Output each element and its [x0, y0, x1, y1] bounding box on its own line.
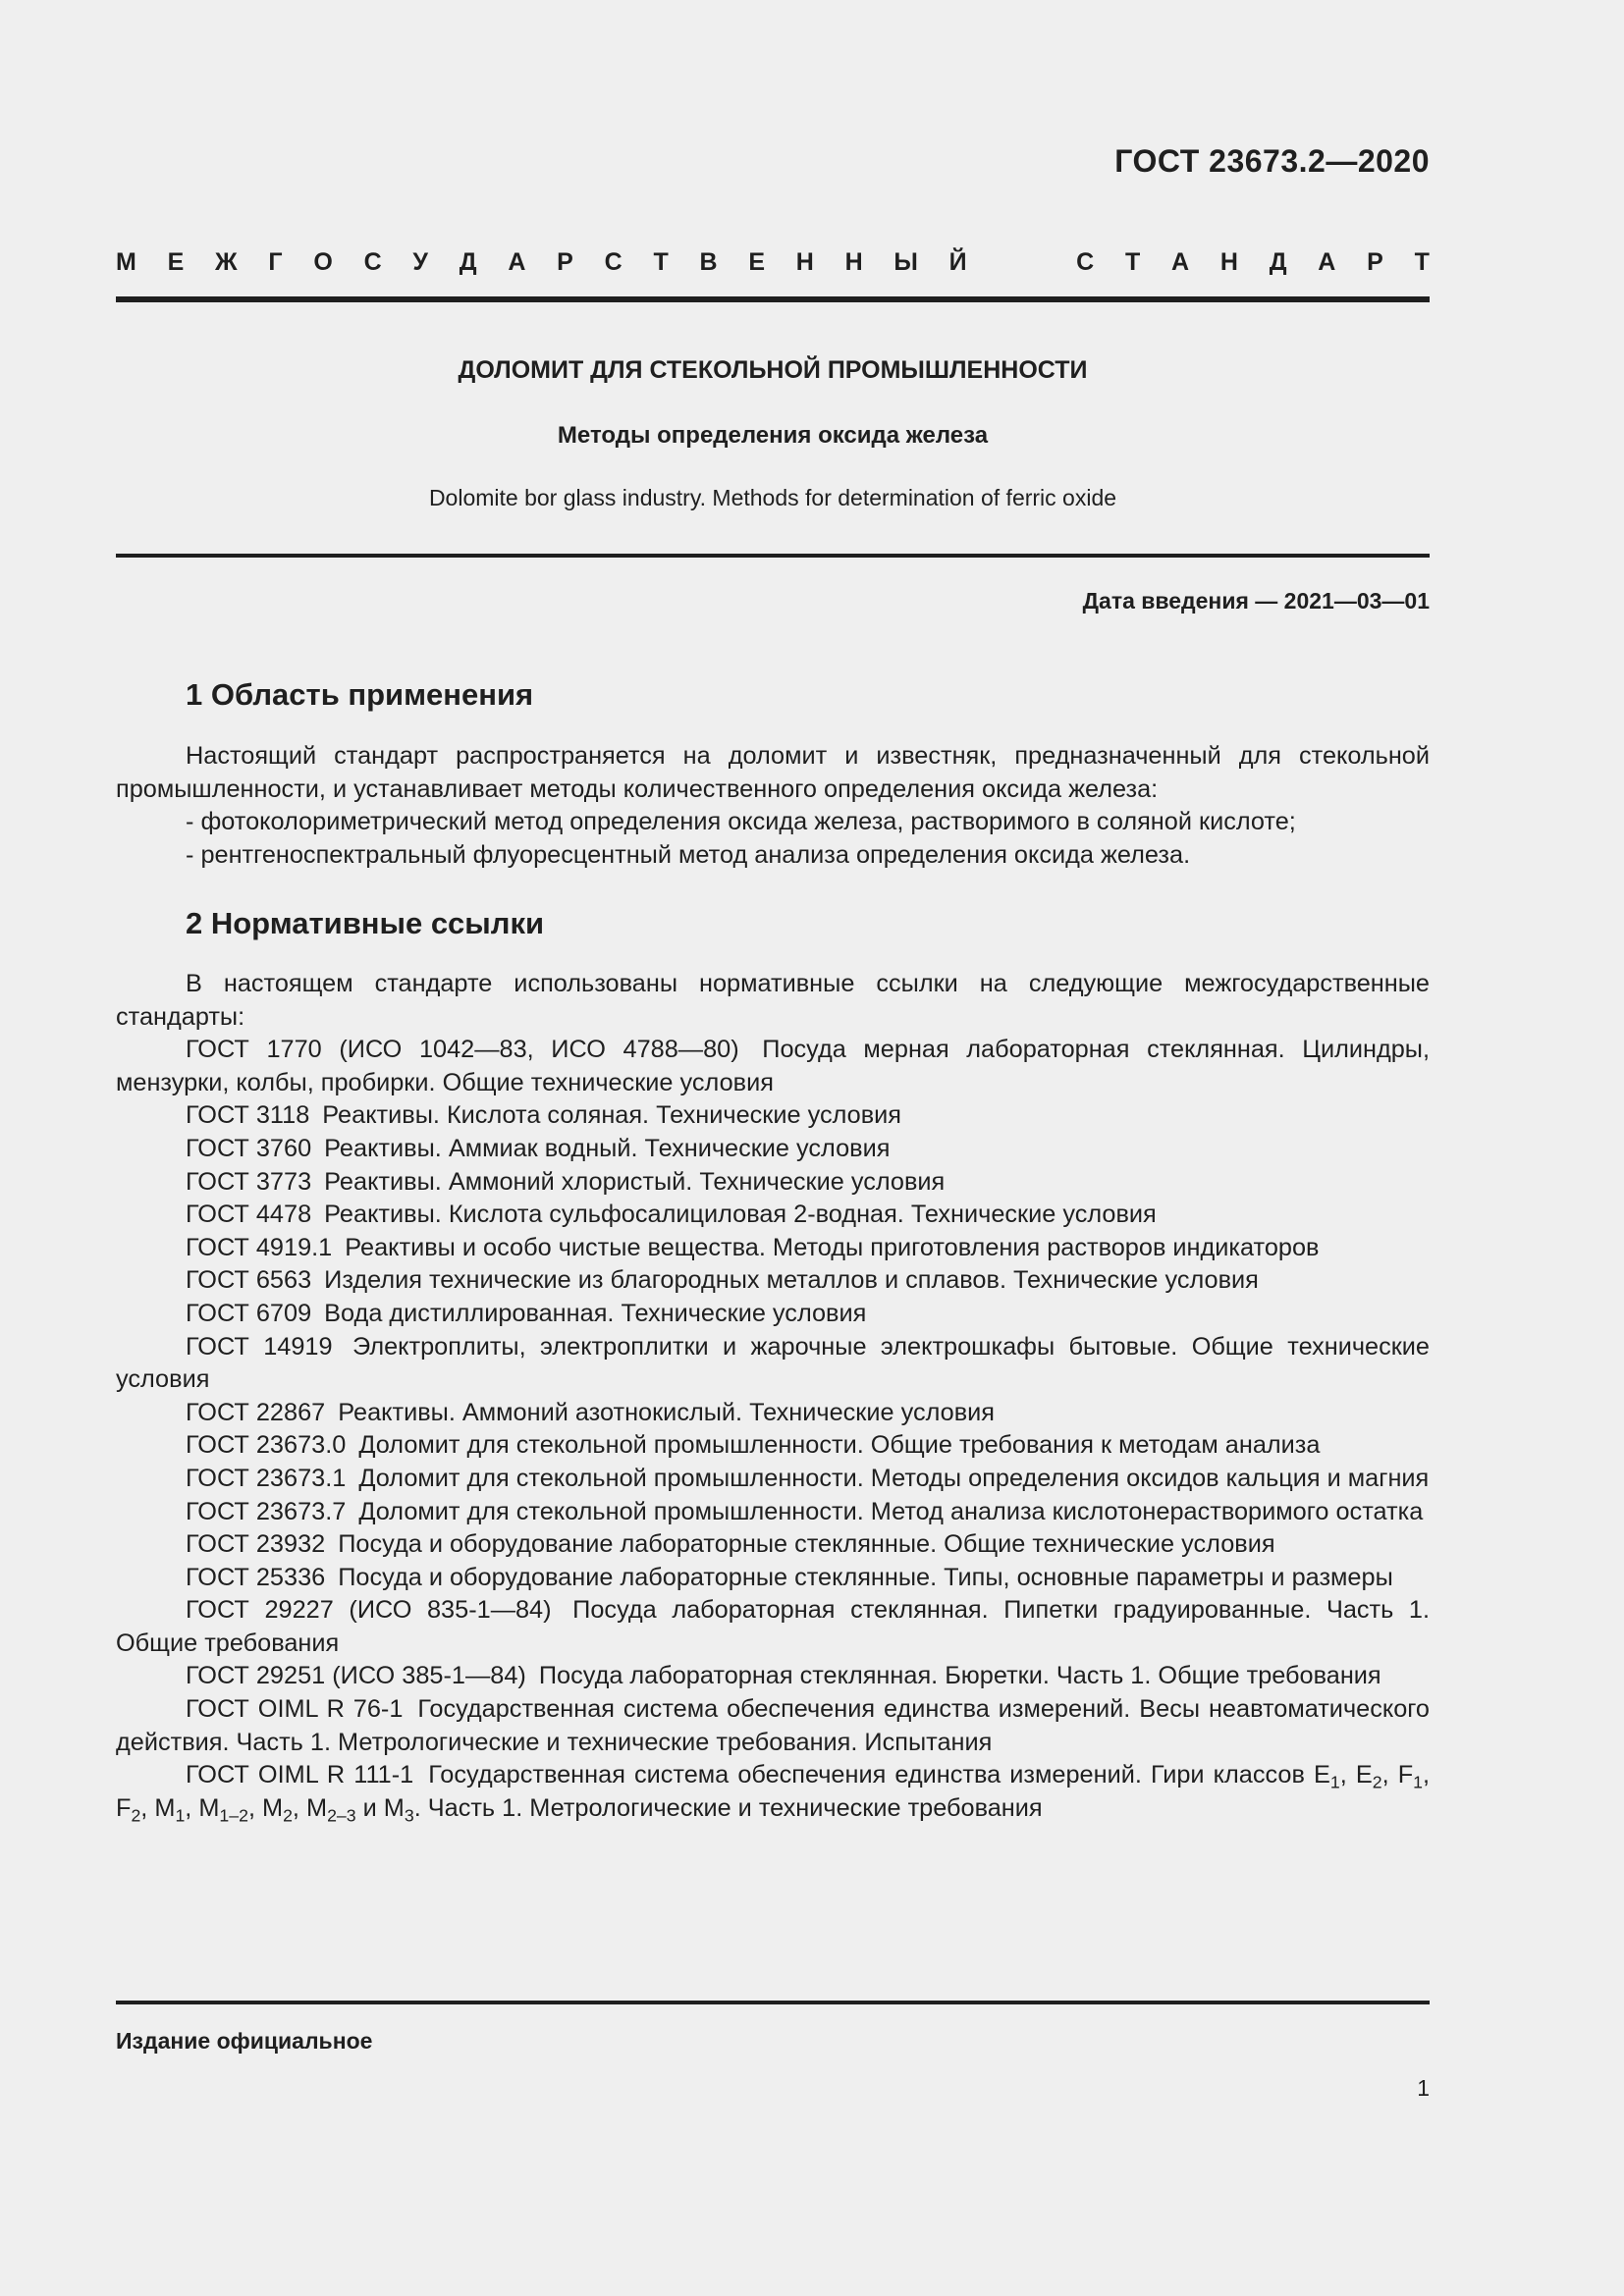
banner-letter: Т — [1125, 248, 1141, 276]
reference-code: ГОСТ 23673.1 — [186, 1464, 347, 1492]
reference-text: Посуда лабораторная стеклянная. Пипетки градуированные. Часть 1. Общие требования — [116, 1596, 1431, 1657]
reference-item — [116, 1562, 1430, 1595]
reference-item — [116, 1594, 1430, 1660]
reference-item — [116, 1166, 1430, 1200]
banner-letter: А — [1318, 248, 1336, 276]
introduction-date: Дата введения — 2021—03—01 — [1082, 588, 1430, 614]
reference-text: Доломит для стекольной промышленности. Метод анализа кислотонерастворимого остатка — [358, 1497, 1424, 1525]
banner-letter: Е — [748, 248, 765, 276]
weight-class — [154, 1793, 186, 1826]
weight-class-sub: 1–2 — [219, 1805, 248, 1826]
reference-text: Государственная система обеспечения единства измерений. Весы неавтоматического действия. Часть 1. Метрологические и технические требования. Испытания — [116, 1695, 1430, 1756]
weight-class-sub: 2 — [131, 1805, 141, 1826]
reference-item — [116, 1331, 1430, 1397]
section-2-intro: В настоящем стандарте использованы нормативные ссылки на следующие межгосударственные стандарты: — [116, 970, 1430, 1031]
reference-code: ГОСТ 23673.7 — [186, 1497, 347, 1525]
reference-item — [116, 1660, 1430, 1693]
reference-text: Посуда и оборудование лабораторные стеклянные. Типы, основные параметры и размеры — [338, 1563, 1393, 1591]
reference-text: Реактивы. Аммоний хлористый. Технические условия — [324, 1167, 946, 1196]
weight-class — [1314, 1761, 1340, 1792]
banner-letter: С — [363, 248, 382, 276]
reference-item — [116, 1463, 1430, 1496]
reference-text: Доломит для стекольной промышленности. Методы определения оксидов кальция и магния — [358, 1464, 1430, 1492]
reference-code: ГОСТ 6563 — [186, 1266, 312, 1295]
reference-text: Вода дистиллированная. Технические условия — [324, 1299, 867, 1327]
weight-class-sub: 2–3 — [327, 1805, 356, 1826]
weight-class-sub: 3 — [404, 1805, 414, 1826]
banner-letter: Н — [795, 248, 814, 276]
banner-letter: С — [1076, 248, 1095, 276]
normative-references — [116, 968, 1430, 1825]
reference-code: ГОСТ 3118 — [186, 1101, 310, 1130]
banner-letter: Ж — [215, 248, 238, 276]
reference-item — [116, 1099, 1430, 1133]
banner-letter: Д — [1269, 248, 1287, 276]
weight-class-sub: 2 — [1372, 1772, 1382, 1792]
page-number: 1 — [1417, 2075, 1430, 2101]
reference-text: Государственная система обеспечения единства измерений. Гири классов — [428, 1761, 1305, 1789]
reference-item — [116, 1034, 1430, 1099]
banner-letter: У — [412, 248, 428, 276]
weight-class — [383, 1793, 414, 1826]
reference-text: Реактивы и особо чистые вещества. Методы приготовления растворов индикаторов — [345, 1233, 1320, 1261]
weight-class-base: M — [154, 1793, 176, 1822]
reference-code: ГОСТ 29251 (ИСО 385-1—84) — [186, 1662, 526, 1690]
weight-class — [305, 1793, 356, 1826]
weight-class-sub: 1 — [175, 1805, 186, 1826]
reference-item — [116, 1199, 1430, 1232]
document-title-english: Dolomite bor glass industry. Methods for determination of ferric oxide — [428, 485, 1117, 510]
reference-text: Реактивы. Кислота соляная. Технические условия — [322, 1101, 901, 1130]
banner-letter: С — [604, 248, 623, 276]
reference-code: ГОСТ 29227 (ИСО 835-1—84) — [186, 1596, 552, 1625]
reference-item — [116, 1528, 1430, 1562]
reference-code: ГОСТ 3773 — [186, 1167, 312, 1196]
reference-code: ГОСТ 6709 — [186, 1299, 312, 1327]
reference-text: Изделия технические из благородных металлов и сплавов. Технические условия — [324, 1266, 1259, 1295]
banner-letter: Н — [844, 248, 863, 276]
banner-gap — [998, 247, 1045, 277]
footer-divider — [116, 2001, 1430, 2004]
banner-letter: Т — [653, 248, 669, 276]
weight-class-base: E — [1314, 1761, 1330, 1789]
reference-text: Посуда мерная лабораторная стеклянная. Цилиндры, мензурки, колбы, пробирки. Общие технические условия — [116, 1036, 1430, 1096]
section-1-body — [116, 740, 1430, 872]
reference-item — [116, 1232, 1430, 1265]
document-title: ДОЛОМИТ ДЛЯ СТЕКОЛЬНОЙ ПРОМЫШЛЕННОСТИ — [458, 356, 1088, 384]
banner-letter: Т — [1414, 248, 1430, 276]
weight-class-base: M — [262, 1793, 284, 1822]
reference-code: ГОСТ 23673.0 — [186, 1431, 347, 1460]
document-number: ГОСТ 23673.2—2020 — [1114, 143, 1430, 179]
section-1-heading: 1 Область применения — [186, 677, 534, 712]
banner-letter: Ы — [893, 248, 918, 276]
reference-code: ГОСТ OIML R 111-1 — [186, 1761, 414, 1789]
reference-item — [116, 1693, 1430, 1759]
document-subtitle: Методы определения оксида железа — [557, 422, 989, 449]
weight-class — [1397, 1761, 1423, 1792]
reference-item — [116, 1264, 1430, 1298]
banner-letter: Р — [557, 248, 573, 276]
reference-text: Посуда и оборудование лабораторные стеклянные. Общие технические условия — [338, 1530, 1275, 1559]
reference-text: Электроплиты, электроплитки и жарочные электрошкафы бытовые. Общие технические условия — [116, 1332, 1430, 1394]
banner-letter: Н — [1219, 248, 1238, 276]
section-2-heading: 2 Нормативные ссылки — [186, 906, 545, 940]
weight-class-base: M — [383, 1793, 405, 1822]
banner-letter: Р — [1367, 248, 1383, 276]
reference-text: Доломит для стекольной промышленности. Общие требования к методам анализа — [358, 1431, 1321, 1460]
weight-class-base: M — [198, 1793, 220, 1822]
reference-code: ГОСТ 14919 — [186, 1332, 333, 1361]
reference-text: Реактивы. Аммиак водный. Технические условия — [324, 1134, 891, 1162]
reference-code: ГОСТ 4919.1 — [186, 1233, 333, 1261]
weight-class-sub: 1 — [1413, 1772, 1423, 1792]
reference-code: ГОСТ 4478 — [186, 1201, 312, 1229]
section-1-paragraph: Настоящий стандарт распространяется на доломит и известняк, предназначенный для стекольной промышленности, и устанавливает методы количественного определения оксида железа: — [116, 742, 1430, 803]
reference-item — [116, 1298, 1430, 1331]
title-divider — [116, 554, 1430, 558]
weight-class — [198, 1793, 248, 1826]
weight-class-sub: 2 — [283, 1805, 293, 1826]
header-divider — [116, 296, 1430, 302]
banner-letter: В — [699, 248, 718, 276]
list-item: - рентгеноспектральный флуоресцентный метод анализа определения оксида железа. — [186, 840, 1191, 869]
list-item: - фотоколориметрический метод определения оксида железа, растворимого в соляной кислоте; — [186, 808, 1296, 836]
banner-letter: А — [1171, 248, 1190, 276]
reference-item — [116, 1133, 1430, 1166]
weight-class-sub: 1 — [1329, 1772, 1340, 1792]
weight-class — [1355, 1761, 1382, 1792]
weight-classes-conj: и — [362, 1793, 377, 1822]
reference-text: Реактивы. Аммоний азотнокислый. Технические условия — [338, 1398, 995, 1426]
official-edition-label: Издание официальное — [116, 2028, 373, 2054]
reference-code: ГОСТ 3760 — [186, 1134, 312, 1162]
weight-class-base: M — [305, 1793, 328, 1822]
weight-class-base: F — [116, 1793, 132, 1822]
weight-class-base: E — [1355, 1761, 1373, 1789]
reference-code: ГОСТ 25336 — [186, 1563, 326, 1591]
banner-letter: М — [116, 248, 136, 276]
reference-item — [116, 1397, 1430, 1430]
reference-text: Посуда лабораторная стеклянная. Бюретки. Часть 1. Общие требования — [538, 1662, 1381, 1690]
reference-code: ГОСТ 22867 — [186, 1398, 326, 1426]
reference-code: ГОСТ 1770 (ИСО 1042—83, ИСО 4788—80) — [186, 1036, 739, 1064]
banner-letter: Г — [268, 248, 283, 276]
banner-letter: А — [508, 248, 526, 276]
banner-letter: О — [313, 248, 333, 276]
weight-class-base: F — [1397, 1761, 1414, 1789]
reference-code: ГОСТ 23932 — [186, 1530, 326, 1559]
reference-code: ГОСТ OIML R 76-1 — [186, 1695, 404, 1724]
weight-class — [116, 1793, 141, 1826]
weight-classes: $E_1$, $E_2$, $F_1$, $F_2$, $M_1$, $M_{1-2}$, $M_2$, $M_{2-3}$ — [116, 1761, 1431, 1826]
weight-class — [262, 1793, 293, 1826]
references-list — [116, 1034, 1430, 1759]
banner-letter: Д — [459, 248, 477, 276]
banner-letter: Е — [167, 248, 185, 276]
standard-banner — [116, 247, 1430, 277]
reference-text-tail: . Часть 1. Метрологические и технические требования — [413, 1793, 1043, 1822]
reference-item — [116, 1759, 1430, 1825]
reference-text: Реактивы. Кислота сульфосалициловая 2-водная. Технические условия — [324, 1201, 1157, 1229]
reference-item — [116, 1496, 1430, 1529]
banner-letter: Й — [948, 248, 967, 276]
reference-item — [116, 1429, 1430, 1463]
